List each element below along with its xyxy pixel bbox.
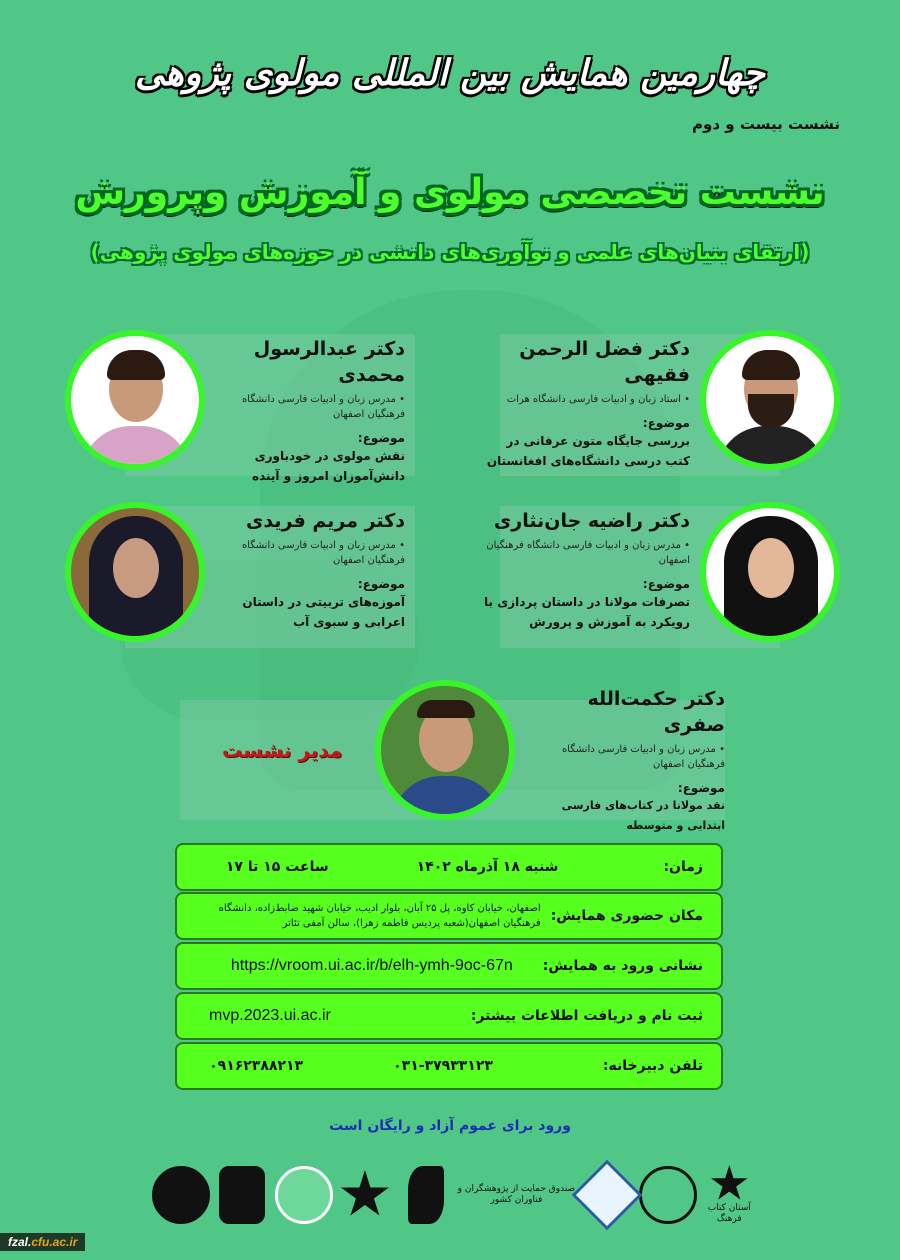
speaker-card-jannesari [470, 502, 840, 650]
speaker-affiliation: • مدرس زبان و ادبیات فارسی دانشگاه فرهنگیان اصفهان [241, 394, 405, 420]
registration-box [175, 992, 723, 1040]
subtitle: (ارتقای بنیان‌های علمی و نوآوری‌های دانشی در حوزه‌های مولوی پژوهی) [90, 240, 810, 264]
topic-label: موضوع: [357, 577, 405, 591]
speaker-topic: نقش مولوی در خودباوری دانش‌آموزان امروز و آینده [252, 449, 405, 483]
moderator-label: مدیر نشست [222, 738, 343, 762]
phone-label: تلفن دبیرخانه: [602, 1058, 703, 1074]
speaker-card-faridi [65, 502, 415, 650]
event-hours: ساعت ۱۵ تا ۱۷ [225, 859, 329, 875]
online-label: نشانی ورود به همایش: [542, 958, 703, 974]
speaker-name: دکتر مریم فریدی [245, 510, 405, 532]
free-entry-notice: ورود برای عموم آزاد و رایگان است [329, 1118, 571, 1134]
farhangian-university-logo [211, 1164, 272, 1226]
researchers-support-fund-logo: صندوق حمایت از پژوهشگران و فناوران کشور [457, 1184, 576, 1205]
venue-label: مکان حضوری همایش: [550, 908, 703, 924]
speaker-name: دکتر راضیه جان‌نثاری [493, 510, 690, 532]
speaker-card-mohammadi [65, 330, 415, 483]
topic-label: موضوع: [642, 416, 690, 430]
mowlana-figure-logo [396, 1164, 457, 1226]
time-box [175, 843, 723, 891]
speaker-affiliation: • مدرس زبان و ادبیات فارسی دانشگاه فرهنگیان اصفهان [241, 540, 405, 566]
speaker-name: دکتر فضل الرحمن فقیهی [519, 338, 690, 386]
topic-label: موضوع: [677, 781, 725, 795]
phone-box [175, 1042, 723, 1090]
speaker-affiliation: • مدرس زبان و ادبیات فارسی دانشگاه فرهنگیان اصفهان [486, 540, 690, 566]
topic-label: موضوع: [357, 431, 405, 445]
farhangian-university-seal [637, 1164, 698, 1226]
persian-literature-association-logo [576, 1164, 637, 1226]
university-of-kashan-logo [150, 1164, 211, 1226]
registration-url-link[interactable]: mvp.2023.ui.ac.ir [209, 1007, 331, 1024]
online-box [175, 942, 723, 990]
venue-box [175, 892, 723, 940]
venue-address-line2: فرهنگیان اصفهان(شعبه پردیس فاطمه زهرا)، سالن آمفی تئاتر [282, 918, 541, 929]
university-of-isfahan-logo [273, 1164, 334, 1226]
site-watermark: fzal.cfu.ac.ir [0, 1233, 85, 1251]
main-title: نشست تخصصی مولوی و آموزش وپرورش [75, 172, 825, 213]
topic-label: موضوع: [642, 577, 690, 591]
rosette-emblem [334, 1164, 395, 1226]
venue-address-line1: اصفهان، خیابان کاوه، پل ۲۵ آبان، بلوار ادیب، خیابان شهید ضابط‌زاده، دانشگاه [218, 903, 541, 914]
speaker-card-safari [375, 680, 725, 832]
session-number: نشست بیست و دوم [692, 115, 840, 133]
speaker-topic: آموزه‌های تربیتی در داستان اعرابی و سبوی آب [242, 595, 405, 629]
phone-mobile: ۰۹۱۶۲۳۸۸۲۱۳ [209, 1058, 304, 1074]
speaker-photo [700, 330, 840, 470]
speaker-name: دکتر حکمت‌الله صفری [587, 688, 725, 736]
speaker-affiliation: • استاد زبان و ادبیات فارسی دانشگاه هرات [506, 394, 690, 405]
speaker-photo [65, 330, 205, 470]
speaker-topic: تصرفات مولانا در داستان پردازی با رویکرد به آموزش و پرورش [484, 595, 690, 629]
speaker-topic: نقد مولانا در کتاب‌های فارسی ابتدایی و متوسطه [561, 799, 725, 832]
speaker-topic: بررسی جایگاه متون عرفانی در کتب درسی دانشگاه‌های افغانستان [486, 434, 690, 468]
speaker-name: دکتر عبدالرسول محمدی [253, 338, 405, 386]
sponsor-logos [150, 1155, 760, 1235]
speaker-photo [375, 680, 515, 820]
time-label: زمان: [663, 859, 703, 875]
speaker-card-faghihi [470, 330, 840, 478]
speaker-photo [65, 502, 205, 642]
event-date: شنبه ۱۸ آذرماه ۱۴۰۲ [416, 859, 559, 875]
culture-rosette-logo: آستان کتاب فرهنگ [699, 1164, 760, 1226]
speaker-photo [700, 502, 840, 642]
registration-label: ثبت نام و دریافت اطلاعات بیشتر: [470, 1008, 703, 1024]
phone-landline: ۰۳۱-۳۷۹۳۳۱۲۳ [393, 1058, 493, 1074]
speaker-affiliation: • مدرس زبان و ادبیات فارسی دانشگاه فرهنگیان اصفهان [561, 744, 725, 770]
online-url-link[interactable]: https://vroom.ui.ac.ir/b/elh-ymh-9oc-67n [230, 957, 513, 974]
conference-title: چهارمین همایش بین المللی مولوی پژوهی [135, 52, 765, 94]
